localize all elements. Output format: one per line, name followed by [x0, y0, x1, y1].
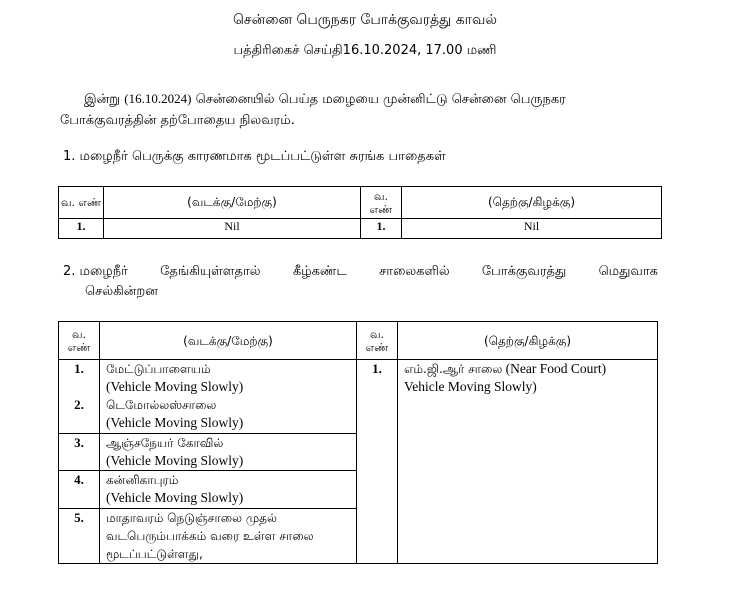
heading-word: தேங்கியுள்ளதால்	[160, 264, 261, 279]
row-south-east	[398, 360, 658, 564]
row-place	[100, 360, 357, 434]
place-name: மேட்டுப்பாளையம்	[106, 362, 211, 376]
heading-word: கீழ்கண்ட	[292, 264, 347, 279]
row-sno2: 1.	[361, 219, 402, 239]
row-north-west: Nil	[104, 219, 361, 239]
heading-word: மெதுவாக	[598, 264, 658, 279]
place-status: (Vehicle Moving Slowly)	[106, 490, 244, 505]
place-name: ஆஞ்சநேயர் கோவில்	[106, 436, 224, 450]
heading-line2: செல்கின்றன	[85, 284, 158, 299]
heading-word: 2. மழைநீர்	[63, 264, 128, 279]
table-row	[59, 360, 658, 434]
section1-heading: 1. மழைநீர் பெருக்கு காரணமாக மூடப்பட்டுள்ள சுரங்க பாதைகள்	[63, 149, 446, 164]
heading-word: சாலைகளில்	[379, 264, 450, 279]
col-sno2: வ. எண்	[357, 322, 398, 360]
col-sno2: வ. எண்	[361, 187, 402, 219]
row-sno2: 1.	[357, 360, 398, 564]
place-name: கன்னிகாபுரம்	[106, 473, 179, 487]
row-sno	[59, 360, 100, 434]
closed-subways-table	[58, 186, 662, 239]
row-place	[100, 471, 357, 509]
row-sno: 1.	[59, 219, 104, 239]
col-south-east: (தெற்கு/கிழக்கு)	[402, 187, 662, 219]
col-south-east: (தெற்கு/கிழக்கு)	[398, 322, 658, 360]
document-title: சென்னை பெருநகர போக்குவரத்து காவல்	[232, 12, 498, 28]
place-note: (Near Food Court)	[505, 361, 607, 376]
sno-1: 1.	[74, 361, 84, 376]
slow-traffic-table	[58, 321, 658, 564]
place-status: (Vehicle Moving Slowly)	[106, 415, 244, 430]
col-north-west: (வடக்கு/மேற்கு)	[100, 322, 357, 360]
col-north-west: (வடக்கு/மேற்கு)	[104, 187, 361, 219]
place-name: டெமோல்லஸ்சாலை	[106, 398, 217, 412]
row-place	[100, 509, 357, 564]
section2-heading	[63, 262, 658, 302]
intro-prefix: இன்று	[84, 92, 121, 107]
table-row	[59, 219, 662, 239]
col-sno: வ. எண்	[59, 322, 100, 360]
intro-paragraph	[60, 88, 660, 131]
sno-2: 2.	[74, 397, 84, 412]
row-sno: 3.	[59, 434, 100, 471]
heading-word: போக்குவரத்து	[481, 264, 567, 279]
place-name: மாதாவரம் நெடுஞ்சாலை முதல் வடபெரும்பாக்கம் வரை உள்ள சாலை மூடப்பட்டுள்ளது,	[106, 511, 314, 561]
place-name: எம்.ஜி.ஆர் சாலை	[404, 362, 503, 376]
row-sno: 5.	[59, 509, 100, 564]
intro-text: சென்னையில் பெய்த மழையை முன்னிட்டு சென்னை பெருநகர போக்குவரத்தின் தற்போதைய நிலவரம்.	[60, 92, 566, 128]
row-south-east: Nil	[402, 219, 662, 239]
intro-date: (16.10.2024)	[124, 91, 192, 106]
place-status: (Vehicle Moving Slowly)	[106, 453, 244, 468]
press-release-line: பத்திரிகைச் செய்தி16.10.2024, 17.00 மணி	[233, 43, 497, 58]
row-place	[100, 434, 357, 471]
place-status: (Vehicle Moving Slowly)	[106, 379, 244, 394]
row-sno: 4.	[59, 471, 100, 509]
col-sno: வ. எண்	[59, 187, 104, 219]
place-status: Vehicle Moving Slowly)	[404, 379, 537, 394]
